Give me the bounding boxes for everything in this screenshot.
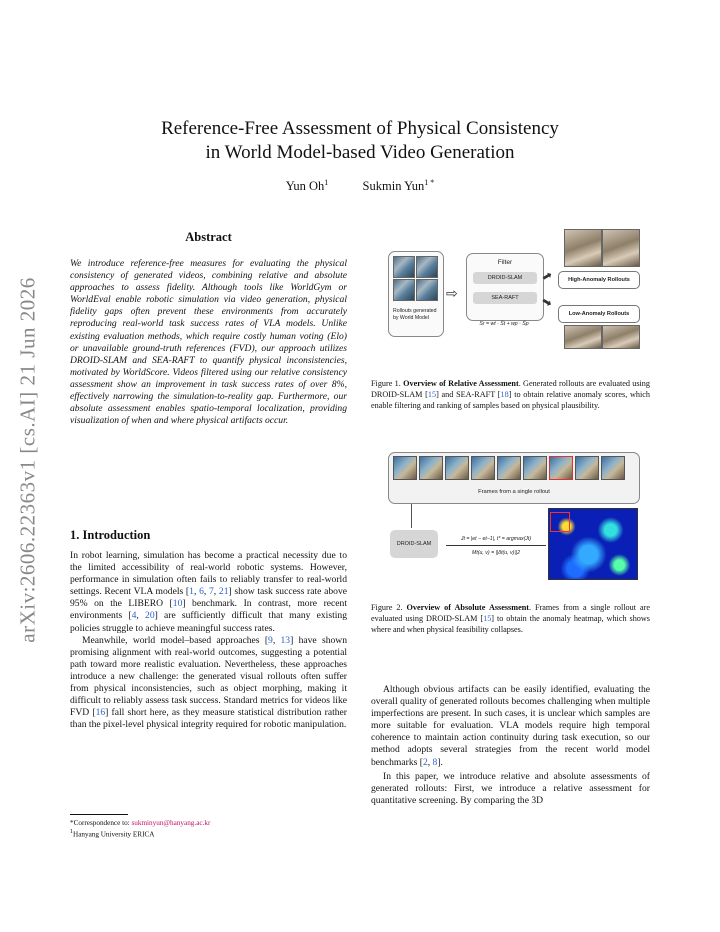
heatmap-formula: Mt(u, v) = ||δt(u, v)||2 [472,550,520,556]
relative-score-formula: Sr = wt · S̄t + wp · S̄p [479,321,529,327]
anomaly-highlight-box [550,512,570,532]
author-affiliation-mark: 1 * [424,178,435,187]
title-line-1: Reference-Free Assessment of Physical Consistency [161,118,559,139]
arrow-up-right-icon: ➡ [539,267,555,285]
rollouts-label: Rollouts generated by World Model [393,308,437,321]
rollout-thumbnail [416,256,438,278]
frames-strip [388,452,640,504]
footnote-affiliation: $^1$Hanyang University ERICA [70,829,155,839]
rollouts-box [388,251,444,337]
intro-paragraph [70,550,347,731]
author-name: Sukmin Yun [362,179,425,194]
citation-link[interactable]: 18 [500,390,509,399]
rollout-frame [497,456,521,480]
connector-line [411,504,412,528]
arrow-down-right-icon: ➡ [539,293,555,311]
citation-link[interactable]: 8 [432,756,438,768]
low-anomaly-label: Low-Anomaly Rollouts [558,305,640,323]
author-affiliation-mark: 1 [324,178,329,187]
paper-title [0,117,720,165]
low-anomaly-thumbnail [602,325,640,349]
paragraph-text: Although obvious artifacts can be easily identified, evaluating the overall quality of generated rollouts becomes challenging when multiple imperfections are present. In such cases, it is unclear which samples are more suitable for evaluation. VLA models require high temporal coherence to maintain action continuity during task execution, so our method adopts several strategies from the recent world model benchmarks [2, 8]. [371,684,650,768]
arrow-right-icon: ⇨ [446,285,458,301]
footnote-correspondence: *Correspondence to: sukminyun@hanyang.ac.kr [70,819,211,827]
figure-2-caption: Figure 2. Overview of Absolute Assessment. Frames from a single rollout are evaluated using DROID-SLAM [15] to obtain the anomaly heatmap, which shows where and when physical feasibility collapses. [371,603,650,634]
droid-slam-label: DROID-SLAM [473,272,537,284]
rollout-frame [471,456,495,480]
intro-continued [371,684,650,807]
rollout-frame [393,456,417,480]
rollout-thumbnail [416,279,438,301]
rollout-frame [419,456,443,480]
citation-link[interactable]: 21 [218,586,229,598]
rollout-thumbnail [393,279,415,301]
citation-link[interactable]: 13 [280,634,291,646]
filter-box [466,253,544,321]
low-anomaly-thumbnail [564,325,602,349]
citation-link[interactable]: 10 [172,598,183,610]
abstract-heading: Abstract [185,230,232,244]
filter-label: Filter [497,259,513,266]
author-name: Yun Oh [285,179,325,194]
footnote-divider [70,814,128,815]
jerk-formula: Jt = |et − et−1|, t* = argmax(Jt) [460,536,532,542]
rollout-frame [523,456,547,480]
rollout-frame [575,456,599,480]
droid-slam-box: DROID-SLAM [390,530,438,558]
sea-raft-label: SEA-RAFT [473,292,537,304]
citation-link[interactable]: 1 [189,586,194,598]
citation-link[interactable]: 15 [427,390,437,399]
citation-link[interactable]: 4 [131,610,137,622]
citation-link[interactable]: 15 [483,614,492,623]
rollout-frame [601,456,625,480]
paragraph-text: In this paper, we introduce relative and absolute assessments of generated rollouts: First, we introduce a relative assessment for quantitative screening. By comparing the 3D [371,770,650,806]
citation-link[interactable]: 6 [199,586,204,598]
high-anomaly-thumbnail [602,229,640,267]
email-link[interactable]: sukminyun@hanyang.ac.kr [131,819,211,827]
figure-1-caption: Figure 1. Overview of Relative Assessment. Generated rollouts are evaluated using DROID-SLAM [15] and SEA-RAFT [18] to obtain relative anomaly scores, which enable filtering and ranking of samples based on physical plausibility. [371,379,650,410]
arxiv-identifier[interactable]: arXiv:2606.22363v1 [cs.AI] 21 Jun 2026 [15,277,40,643]
paragraph-text: In robot learning, simulation has become a practical necessity due to the limited accessibility of real-world robotic systems. However, performance in simulation often fails to reliably transfer to real-world settings. Recent VLA models [1, 6, 7, 21] show task success rate above 95% on the LIBERO [10] benchmark. In contrast, more recent environments [4, 20] are sufficiently difficult that many existing policies struggle to achieve meaningful success rates. [70,550,348,634]
figure-2 [388,452,650,578]
paragraph-text: Meanwhile, world model–based approaches [9, 13] have shown promising alignment with real-world outcomes, suggesting a potential path toward more realistic evaluation. Nevertheless, these approaches introduce a new challenge: the generated visual rollouts often suffer from physical inconsistencies, such as object morphing, making it difficult to reliably assess task success. Standard metrics for videos like FVD [16] fall short here, as they measure statistical distribution rather than the pixel-level physical integrity required for robotic manipulation. [70,634,348,731]
high-anomaly-label: High-Anomaly Rollouts [558,271,640,289]
figure-1 [388,225,650,347]
author-list [0,178,720,194]
rollout-frame [445,456,469,480]
highlighted-frame [549,456,573,480]
frames-label: Frames from a single rollout [478,489,550,495]
citation-link[interactable]: 2 [422,756,428,768]
citation-link[interactable]: 16 [95,707,106,719]
title-line-2: in World Model-based Video Generation [205,142,515,163]
arrow-line [446,545,546,546]
rollout-thumbnail [393,256,415,278]
citation-link[interactable]: 20 [145,610,155,622]
arxiv-stamp [8,260,48,660]
abstract-text: We introduce reference-free measures for evaluating the physical consistency of generated videos, combining relative and absolute approaches to assess fidelity. Although tools like WorldGym or WorldEval enable robotic simulation via video generation, physical fidelity gaps often prevent these environments from accurately reproducing real-world task success rates of VLA models. Unlike existing evaluation methods, which require costly human voting (Elo) or unavailable ground-truth references (FVD), our approach utilizes DROID-SLAM and SEA-RAFT to quantify physical inconsistencies, motivated by WorldScore. Videos filtered using our relative consistency assessment show an improvement in task success rates of over 8%, effectively narrowing the simulation-to-reality gap. Furthermore, our absolute assessment enables spatio-temporal localization, providing visualization of when and where physical artifacts occur. [70,258,347,427]
citation-link[interactable]: 9 [268,634,273,646]
citation-link[interactable]: 7 [208,586,214,598]
high-anomaly-thumbnail [564,229,602,267]
section-heading: 1. Introduction [70,528,151,542]
